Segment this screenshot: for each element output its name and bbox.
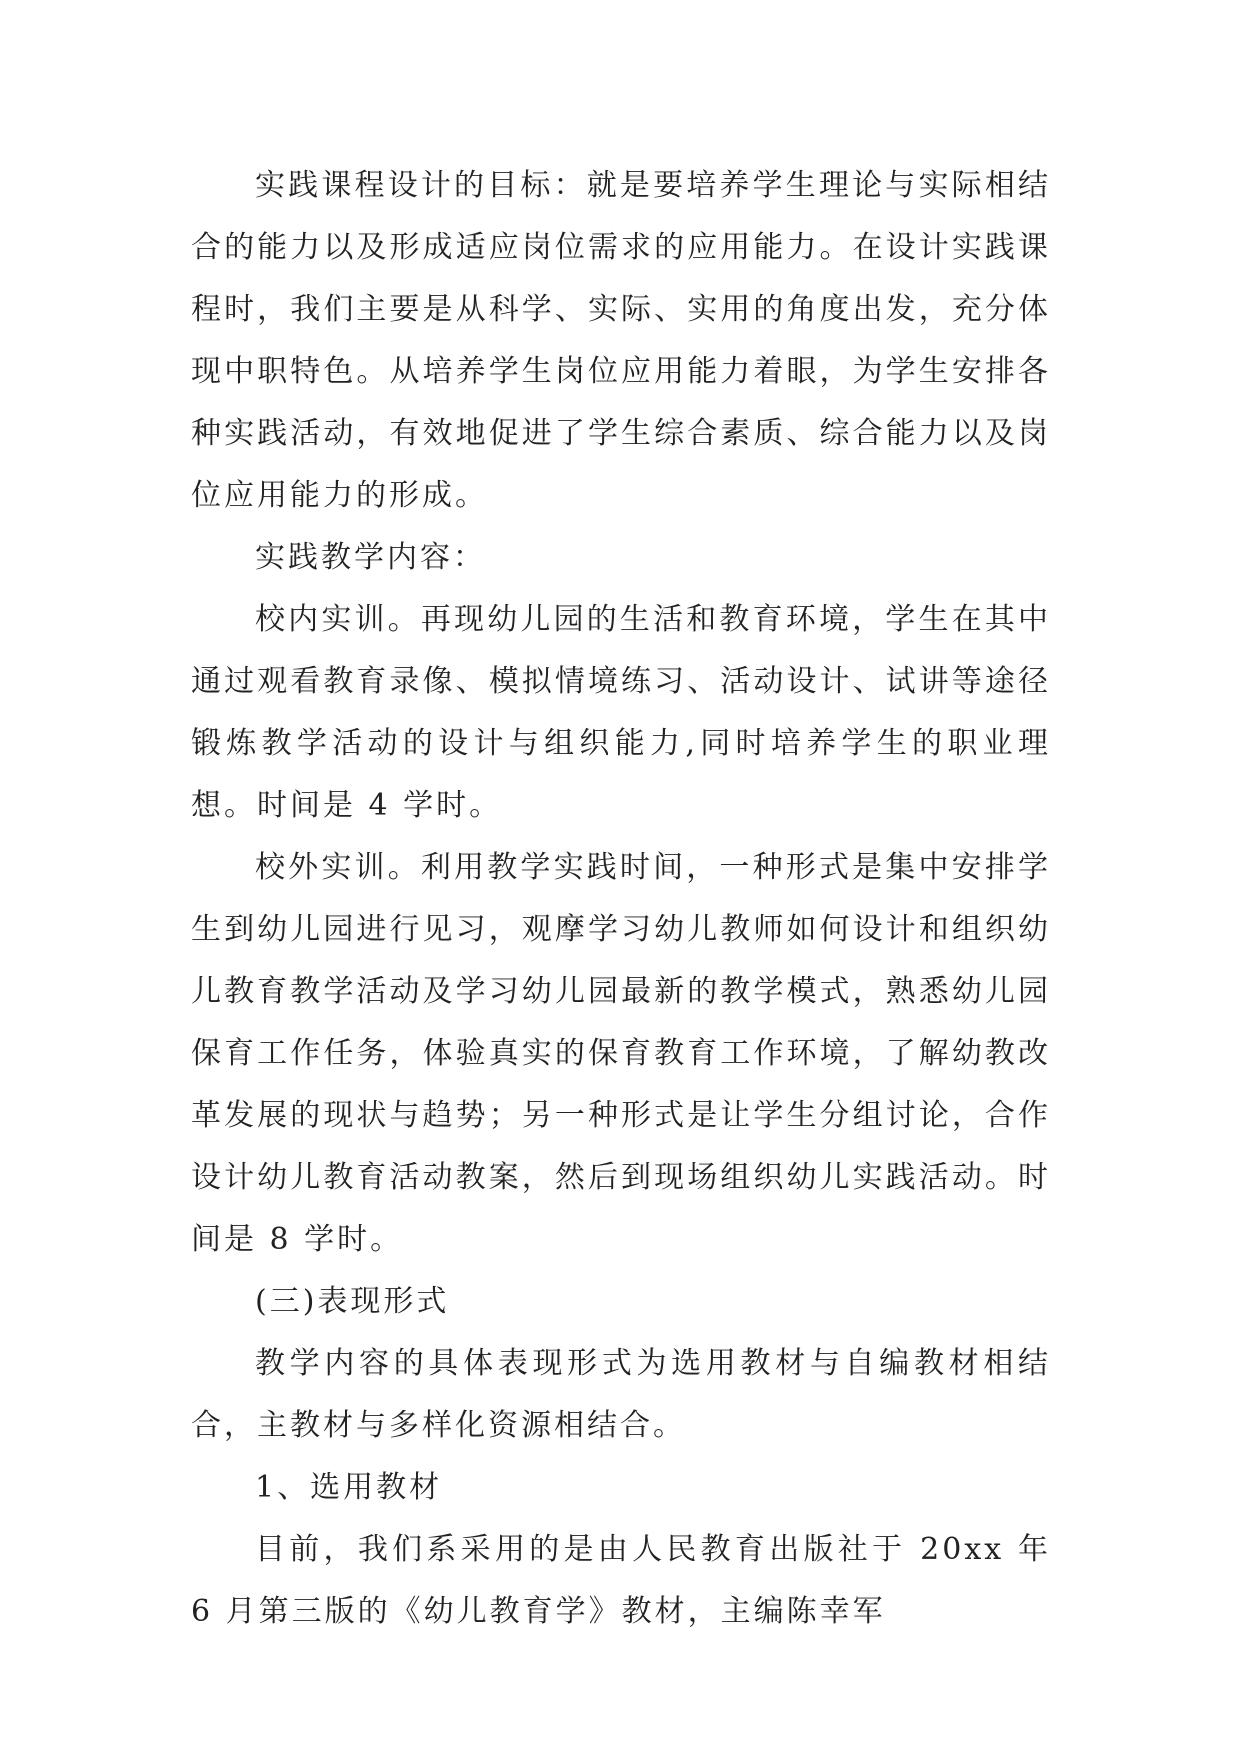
- paragraph-on-campus-training: 校内实训。再现幼儿园的生活和教育环境，学生在其中通过观看教育录像、模拟情境练习、活动设计、试讲等途径锻炼教学活动的设计与组织能力,同时培养学生的职业理想。时间是 4 学时。: [191, 602, 1051, 823]
- subheading-selected-textbook: 1、选用教材: [255, 1470, 443, 1505]
- document-body: [191, 155, 1051, 1643]
- paragraph-practice-course-goal: 实践课程设计的目标：就是要培养学生理论与实际相结合的能力以及形成适应岗位需求的应用能力。在设计实践课程时，我们主要是从科学、实际、实用的角度出发，充分体现中职特色。从培养学生岗位应用能力着眼，为学生安排各种实践活动，有效地促进了学生综合素质、综合能力以及岗位应用能力的形成。: [191, 168, 1051, 513]
- paragraph-off-campus-training: 校外实训。利用教学实践时间，一种形式是集中安排学生到幼儿园进行见习，观摩学习幼儿教师如何设计和组织幼儿教育教学活动及学习幼儿园最新的教学模式，熟悉幼儿园保育工作任务，体验真实的保育教育工作环境，了解幼教改革发展的现状与趋势；另一种形式是让学生分组讨论，合作设计幼儿教育活动教案，然后到现场组织幼儿实践活动。时间是 8 学时。: [191, 850, 1051, 1257]
- paragraph-presentation-form: 教学内容的具体表现形式为选用教材与自编教材相结合，主教材与多样化资源相结合。: [191, 1346, 1051, 1443]
- paragraph-practice-teaching-content-heading: 实践教学内容：: [255, 540, 486, 575]
- section-heading-presentation-form: (三)表现形式: [255, 1284, 450, 1319]
- paragraph-current-textbook: 目前，我们系采用的是由人民教育出版社于 20xx 年 6 月第三版的《幼儿教育学》教材，主编陈幸军: [191, 1532, 1051, 1629]
